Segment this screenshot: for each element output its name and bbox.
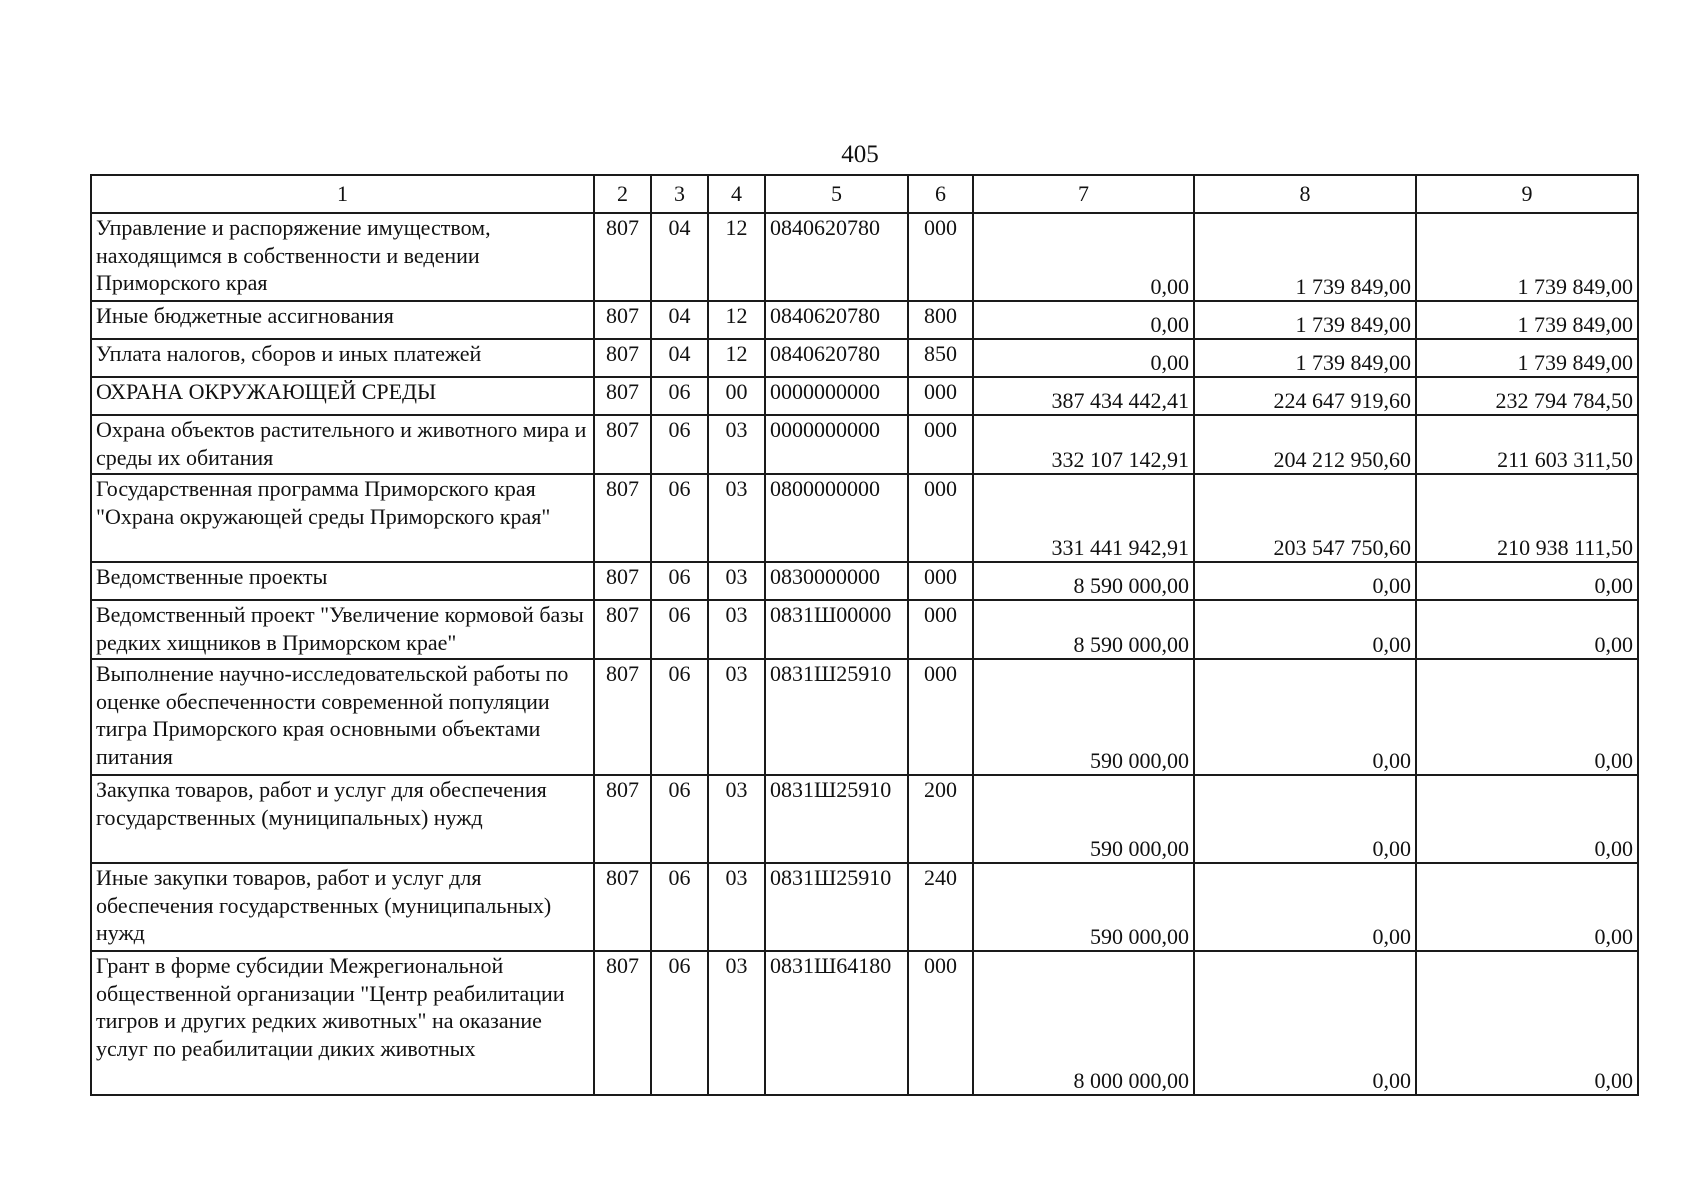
table-row (91, 301, 1638, 339)
amount-col9: 0,00 (1416, 600, 1638, 659)
amount-col9: 210 938 111,50 (1416, 474, 1638, 562)
target-article-code: 0840620780 (765, 213, 908, 301)
expense-type-code: 240 (908, 863, 973, 951)
grbs-code: 807 (594, 562, 651, 600)
row-name: Выполнение научно-исследовательской работы по оценке обеспеченности современной популяции тигра Приморского края основными объектами питания (91, 659, 594, 775)
amount-col8: 1 739 849,00 (1194, 339, 1416, 377)
row-name: Охрана объектов растительного и животного мира и среды их обитания (91, 415, 594, 474)
row-name: Ведомственные проекты (91, 562, 594, 600)
amount-col8: 224 647 919,60 (1194, 377, 1416, 415)
amount-col8: 0,00 (1194, 775, 1416, 863)
amount-col8: 1 739 849,00 (1194, 213, 1416, 301)
header-cell: 5 (765, 175, 908, 213)
amount-col9: 0,00 (1416, 775, 1638, 863)
header-cell: 2 (594, 175, 651, 213)
expense-type-code: 000 (908, 600, 973, 659)
expense-type-code: 000 (908, 474, 973, 562)
target-article-code: 0831Ш25910 (765, 659, 908, 775)
target-article-code: 0840620780 (765, 339, 908, 377)
section-code: 06 (651, 474, 708, 562)
budget-table (90, 174, 1639, 1096)
grbs-code: 807 (594, 213, 651, 301)
target-article-code: 0831Ш25910 (765, 863, 908, 951)
target-article-code: 0831Ш25910 (765, 775, 908, 863)
grbs-code: 807 (594, 474, 651, 562)
expense-type-code: 000 (908, 213, 973, 301)
target-article-code: 0840620780 (765, 301, 908, 339)
expense-type-code: 200 (908, 775, 973, 863)
amount-col9: 1 739 849,00 (1416, 339, 1638, 377)
amount-col9: 232 794 784,50 (1416, 377, 1638, 415)
header-cell: 7 (973, 175, 1194, 213)
grbs-code: 807 (594, 951, 651, 1095)
subsection-code: 12 (708, 339, 765, 377)
subsection-code: 03 (708, 863, 765, 951)
grbs-code: 807 (594, 377, 651, 415)
amount-col7: 590 000,00 (973, 863, 1194, 951)
amount-col7: 332 107 142,91 (973, 415, 1194, 474)
target-article-code: 0800000000 (765, 474, 908, 562)
amount-col9: 1 739 849,00 (1416, 301, 1638, 339)
amount-col8: 0,00 (1194, 863, 1416, 951)
expense-type-code: 800 (908, 301, 973, 339)
subsection-code: 03 (708, 659, 765, 775)
amount-col7: 0,00 (973, 301, 1194, 339)
row-name: Грант в форме субсидии Межрегиональной общественной организации "Центр реабилитации тигров и других редких животных" на оказание услуг по реабилитации диких животных (91, 951, 594, 1095)
amount-col7: 0,00 (973, 339, 1194, 377)
grbs-code: 807 (594, 600, 651, 659)
subsection-code: 03 (708, 474, 765, 562)
table-row (91, 659, 1638, 775)
target-article-code: 0000000000 (765, 377, 908, 415)
header-cell: 9 (1416, 175, 1638, 213)
header-row (91, 175, 1638, 213)
section-code: 06 (651, 600, 708, 659)
amount-col8: 1 739 849,00 (1194, 301, 1416, 339)
amount-col7: 0,00 (973, 213, 1194, 301)
target-article-code: 0830000000 (765, 562, 908, 600)
section-code: 06 (651, 659, 708, 775)
section-code: 06 (651, 775, 708, 863)
header-cell: 6 (908, 175, 973, 213)
amount-col7: 331 441 942,91 (973, 474, 1194, 562)
table-row (91, 415, 1638, 474)
header-cell: 1 (91, 175, 594, 213)
section-code: 04 (651, 301, 708, 339)
table-row (91, 474, 1638, 562)
grbs-code: 807 (594, 863, 651, 951)
amount-col9: 211 603 311,50 (1416, 415, 1638, 474)
section-code: 06 (651, 562, 708, 600)
expense-type-code: 000 (908, 562, 973, 600)
header-cell: 8 (1194, 175, 1416, 213)
section-code: 06 (651, 863, 708, 951)
table-row (91, 213, 1638, 301)
amount-col8: 0,00 (1194, 659, 1416, 775)
grbs-code: 807 (594, 415, 651, 474)
row-name: Закупка товаров, работ и услуг для обеспечения государственных (муниципальных) нужд (91, 775, 594, 863)
target-article-code: 0831Ш64180 (765, 951, 908, 1095)
amount-col7: 590 000,00 (973, 659, 1194, 775)
table-row (91, 562, 1638, 600)
section-code: 06 (651, 377, 708, 415)
table-row (91, 775, 1638, 863)
expense-type-code: 000 (908, 377, 973, 415)
row-name: ОХРАНА ОКРУЖАЮЩЕЙ СРЕДЫ (91, 377, 594, 415)
table-row (91, 377, 1638, 415)
amount-col9: 0,00 (1416, 951, 1638, 1095)
row-name: Иные бюджетные ассигнования (91, 301, 594, 339)
expense-type-code: 000 (908, 415, 973, 474)
amount-col8: 0,00 (1194, 562, 1416, 600)
amount-col9: 0,00 (1416, 659, 1638, 775)
subsection-code: 03 (708, 951, 765, 1095)
grbs-code: 807 (594, 339, 651, 377)
expense-type-code: 850 (908, 339, 973, 377)
amount-col8: 204 212 950,60 (1194, 415, 1416, 474)
grbs-code: 807 (594, 775, 651, 863)
row-name: Ведомственный проект "Увеличение кормовой базы редких хищников в Приморском крае" (91, 600, 594, 659)
header-cell: 3 (651, 175, 708, 213)
amount-col9: 0,00 (1416, 863, 1638, 951)
expense-type-code: 000 (908, 659, 973, 775)
amount-col8: 0,00 (1194, 600, 1416, 659)
page-number: 405 (841, 141, 879, 168)
grbs-code: 807 (594, 659, 651, 775)
amount-col7: 8 590 000,00 (973, 562, 1194, 600)
section-code: 04 (651, 339, 708, 377)
table-row (91, 600, 1638, 659)
section-code: 06 (651, 415, 708, 474)
amount-col9: 1 739 849,00 (1416, 213, 1638, 301)
subsection-code: 03 (708, 775, 765, 863)
subsection-code: 00 (708, 377, 765, 415)
table-row (91, 339, 1638, 377)
row-name: Уплата налогов, сборов и иных платежей (91, 339, 594, 377)
row-name: Государственная программа Приморского края "Охрана окружающей среды Приморского края" (91, 474, 594, 562)
header-cell: 4 (708, 175, 765, 213)
table-row (91, 863, 1638, 951)
subsection-code: 12 (708, 301, 765, 339)
amount-col7: 8 000 000,00 (973, 951, 1194, 1095)
subsection-code: 03 (708, 415, 765, 474)
row-name: Иные закупки товаров, работ и услуг для обеспечения государственных (муниципальных) нужд (91, 863, 594, 951)
amount-col9: 0,00 (1416, 562, 1638, 600)
amount-col8: 203 547 750,60 (1194, 474, 1416, 562)
subsection-code: 03 (708, 562, 765, 600)
subsection-code: 12 (708, 213, 765, 301)
row-name: Управление и распоряжение имуществом, находящимся в собственности и ведении Приморского края (91, 213, 594, 301)
amount-col8: 0,00 (1194, 951, 1416, 1095)
amount-col7: 387 434 442,41 (973, 377, 1194, 415)
amount-col7: 590 000,00 (973, 775, 1194, 863)
table-row (91, 951, 1638, 1095)
target-article-code: 0831Ш00000 (765, 600, 908, 659)
expense-type-code: 000 (908, 951, 973, 1095)
grbs-code: 807 (594, 301, 651, 339)
section-code: 04 (651, 213, 708, 301)
subsection-code: 03 (708, 600, 765, 659)
target-article-code: 0000000000 (765, 415, 908, 474)
section-code: 06 (651, 951, 708, 1095)
amount-col7: 8 590 000,00 (973, 600, 1194, 659)
